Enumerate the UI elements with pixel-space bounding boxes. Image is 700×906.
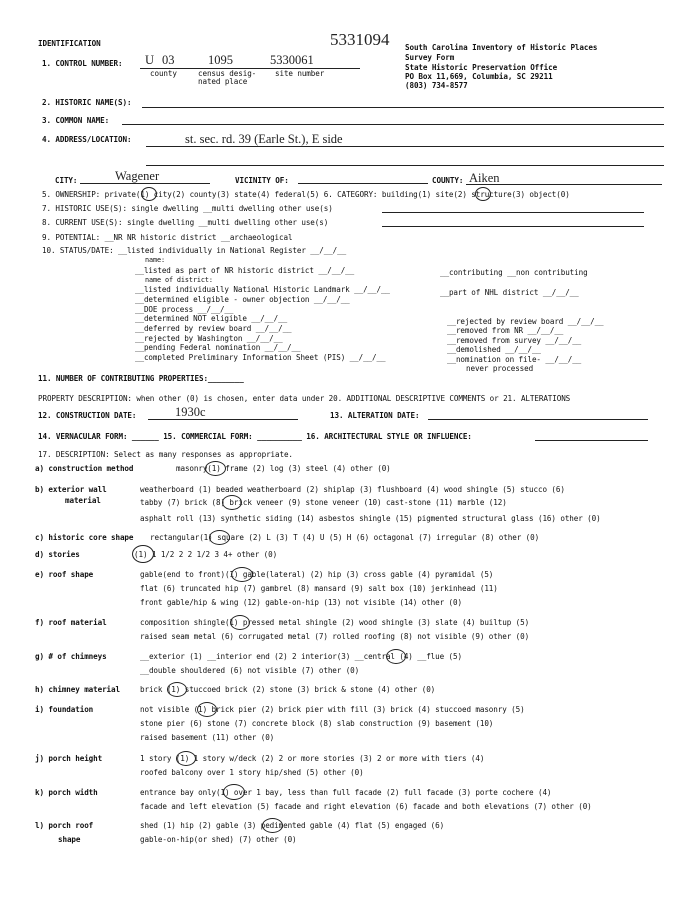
label-g: g) # of chimneys [35, 652, 107, 661]
i-line-1: not visible (1) brick pier (2) brick pier with fill (3) brick (4) stuccoed masonry (5) [140, 705, 525, 714]
status-right-1: __contributing __non contributing [440, 268, 588, 277]
label-j: j) porch height [35, 754, 103, 763]
agency-line-5: (803) 734-8577 [405, 81, 468, 90]
label-b: b) exterior wall [35, 485, 107, 494]
status-right-3: __rejected by review board __/__/__ [447, 317, 604, 326]
label-l2: shape [58, 835, 81, 844]
g-line-1: __exterior (1) __interior end (2) 2 interior(3) __central (4) __flue (5) [140, 652, 462, 661]
status-right-8: never processed [466, 364, 534, 373]
historic-name-label: 2. HISTORIC NAME(S): [42, 98, 132, 107]
label-l: l) porch roof [35, 821, 94, 830]
ownership-line: 5. OWNERSHIP: private(1) city(2) county(3) state(4) federal(5) 6. CATEGORY: building(1) site(2) structure(3) object(0) [42, 190, 570, 199]
agency-line-1: South Carolina Inventory of Historic Places [405, 43, 598, 52]
status-right-2: __part of NHL district __/__/__ [440, 288, 579, 297]
property-desc-line: PROPERTY DESCRIPTION: when other (0) is chosen, enter data under 20. ADDITIONAL DESCRIPTIVE COMMENTS or 21. ALTERATIONS [38, 394, 571, 403]
status-line-2: __listed as part of NR historic district __/__/__ [135, 266, 355, 275]
form-line: 14. VERNACULAR FORM: ______ 15. COMMERCIAL FORM: __________ 16. ARCHITECTURAL STYLE OR INFLUENCE: [38, 432, 472, 441]
status-line-8: __rejected by Washington __/__/__ [135, 334, 283, 343]
current-use-line: 8. CURRENT USE(S): single dwelling __multi dwelling other use(s) [42, 218, 329, 227]
status-name: name: [145, 256, 165, 264]
city-label: CITY: [55, 176, 78, 185]
label-c: c) historic core shape [35, 533, 134, 542]
status-line-6: __determined NOT eligible __/__/__ [135, 314, 288, 323]
k-line-1: entrance bay only(1) over 1 bay, less than full facade (2) full facade (3) porte cochere (4) [140, 788, 552, 797]
e-line-3: front gable/hip & wing (12) gable-on-hip (13) not visible (14) other (0) [140, 598, 462, 607]
county-label: COUNTY: [432, 176, 464, 185]
l-line-2: gable-on-hip(or shed) (7) other (0) [140, 835, 297, 844]
h-line: brick (1) stuccoed brick (2) stone (3) brick & stone (4) other (0) [140, 685, 436, 694]
label-a: a) construction method [35, 464, 134, 473]
f-line-1: composition shingle(1) pressed metal shingle (2) wood shingle (3) slate (4) builtup (5) [140, 618, 530, 627]
alteration-date-label: 13. ALTERATION DATE: [330, 411, 420, 420]
address-value: st. sec. rd. 39 (Earle St.), E side [185, 132, 343, 146]
g-line-2: __double shouldered (6) not visible (7) other (0) [140, 666, 360, 675]
city-value: Wagener [115, 169, 160, 183]
b-line-1: weatherboard (1) beaded weatherboard (2) shiplap (3) flushboard (4) wood shingle (5) stucco (6) [140, 485, 565, 494]
county-number: 03 [162, 53, 175, 67]
status-right-5: __removed from survey __/__/__ [447, 336, 582, 345]
agency-line-3: State Historic Preservation Office [405, 63, 558, 72]
label-h: h) chimney material [35, 685, 120, 694]
status-line-10: __completed Preliminary Information Sheet (PIS) __/__/__ [135, 353, 386, 362]
label-f: f) roof material [35, 618, 107, 627]
sub-place: census desig- nated place [198, 69, 257, 86]
vicinity-label: VICINITY OF: [235, 176, 289, 185]
a-line: masonry(1) frame (2) log (3) steel (4) other (0) [176, 464, 391, 473]
i-line-2: stone pier (6) stone (7) concrete block (8) slab construction (9) basement (10) [140, 719, 494, 728]
status-right-7: __nomination on file- __/__/__ [447, 355, 582, 364]
section-heading: IDENTIFICATION [38, 39, 101, 48]
construction-date-value: 1930c [175, 405, 206, 419]
sub-county: county [150, 69, 177, 78]
status-right-4: __removed from NR __/__/__ [447, 326, 564, 335]
county-code: U [145, 53, 155, 67]
construction-date-label: 12. CONSTRUCTION DATE: [38, 411, 137, 420]
j-line-1: 1 story (1) 1 story w/deck (2) 2 or more stories (3) 2 or more with tiers (4) [140, 754, 485, 763]
county-value: Aiken [469, 171, 500, 185]
label-d: d) stories [35, 550, 80, 559]
c-line: rectangular(1) square (2) L (3) T (4) U (5) H (6) octagonal (7) irregular (8) other (0) [150, 533, 540, 542]
handwritten-site-number: 5331094 [330, 30, 390, 49]
agency-line-2: Survey Form [405, 53, 455, 62]
potential-line: 9. POTENTIAL: __NR NR historic district __archaeological [42, 233, 293, 242]
status-line-9: __pending Federal nomination __/__/__ [135, 343, 301, 352]
j-line-2: roofed balcony over 1 story hip/shed (5) other (0) [140, 768, 364, 777]
status-district: name of district: [145, 276, 213, 284]
label-i: i) foundation [35, 705, 94, 714]
sub-site: site number [275, 69, 325, 78]
status-right-6: __demolished __/__/__ [447, 345, 541, 354]
control-number-label: 1. CONTROL NUMBER: [42, 59, 123, 68]
description-line: 17. DESCRIPTION: Select as many responses as appropriate. [38, 450, 293, 459]
d-line: (1) 1 1/2 2 2 1/2 3 4+ other (0) [134, 550, 278, 559]
k-line-2: facade and left elevation (5) facade and right elevation (6) facade and both elevations (7) other (0) [140, 802, 592, 811]
status-line-7: __deferred by review board __/__/__ [135, 324, 292, 333]
address-label: 4. ADDRESS/LOCATION: [42, 135, 132, 144]
contributing-line: 11. NUMBER OF CONTRIBUTING PROPERTIES:________ [38, 374, 244, 383]
b-line-3: asphalt roll (13) synthetic siding (14) asbestos shingle (15) pigmented structural glass (16) other (0) [140, 514, 601, 523]
status-line-3: __listed individually National Historic Landmark __/__/__ [135, 285, 390, 294]
label-k: k) porch width [35, 788, 98, 797]
f-line-2: raised seam metal (6) corrugated metal (7) rolled roofing (8) not visible (9) other (0) [140, 632, 530, 641]
e-line-2: flat (6) truncated hip (7) gambrel (8) mansard (9) salt box (10) jerkinhead (11) [140, 584, 498, 593]
label-b2: material [65, 496, 101, 505]
label-e: e) roof shape [35, 570, 94, 579]
site-number: 5330061 [270, 53, 314, 67]
status-line-4: __determined eligible - owner objection __/__/__ [135, 295, 350, 304]
status-line-5: __DOE process __/__/__ [135, 305, 234, 314]
e-line-1: gable(end to front)(1) gable(lateral) (2) hip (3) cross gable (4) pyramidal (5) [140, 570, 494, 579]
i-line-3: raised basement (11) other (0) [140, 733, 275, 742]
common-name-label: 3. COMMON NAME: [42, 116, 110, 125]
place-code: 1095 [208, 53, 233, 67]
status-line-1: 10. STATUS/DATE: __listed individually in National Register __/__/__ [42, 246, 347, 255]
l-line-1: shed (1) hip (2) gable (3) pedimented gable (4) flat (5) engaged (6) [140, 821, 445, 830]
agency-line-4: PO Box 11,669, Columbia, SC 29211 [405, 72, 553, 81]
historic-use-line: 7. HISTORIC USE(S): single dwelling __multi dwelling other use(s) [42, 204, 333, 213]
b-line-2: tabby (7) brick (8) brick veneer (9) stone veneer (10) cast-stone (11) marble (12) [140, 498, 507, 507]
